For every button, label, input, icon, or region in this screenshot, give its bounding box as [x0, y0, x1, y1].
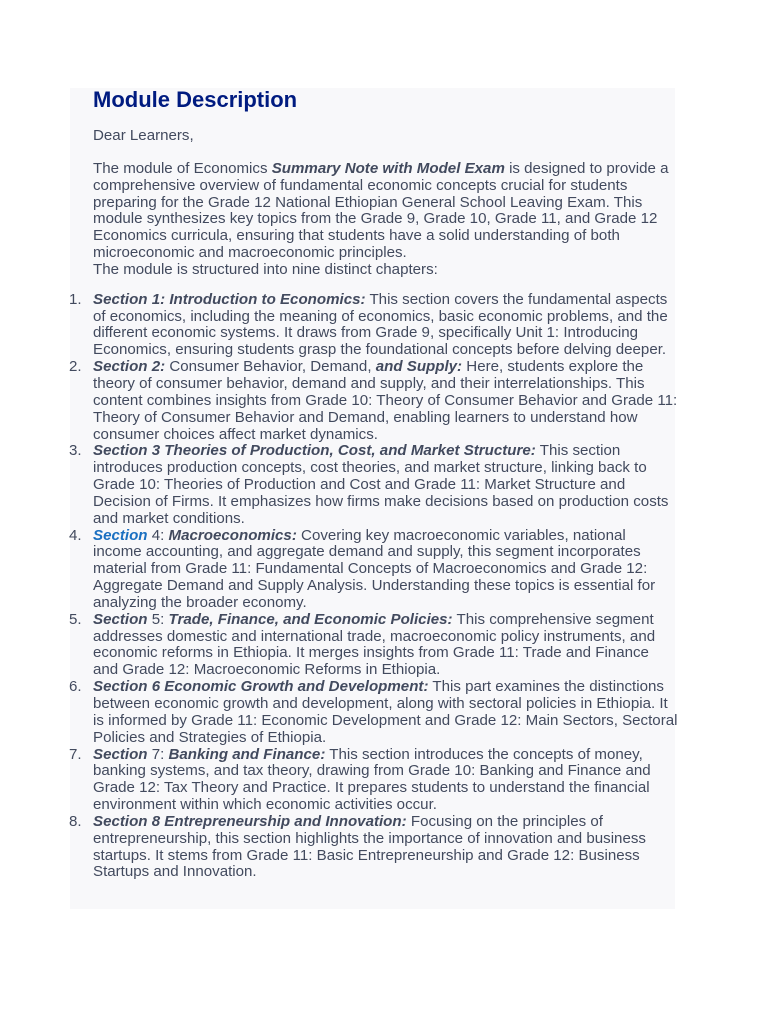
intro-paragraph [93, 161, 678, 262]
list-number: 6. [69, 678, 82, 696]
section-text: This part examines the distinctions between economic growth and development, along with sectoral policies in Ethiopia. It is informed by Grade 11: Economic Development and Grade 12: Main Sectors, Sectoral Policies and Strategies of Ethiopia. [93, 678, 678, 746]
section-heading-plain: 5: [147, 610, 169, 628]
page-title: Module Description [93, 87, 298, 112]
list-number: 1. [69, 290, 82, 308]
section-heading: Section [93, 610, 148, 628]
list-item [69, 526, 678, 612]
section-text: This section introduces production concepts, cost theories, and market structure, linking back to Grade 10: Theories of Production and Cost and Grade 11: Market Structure and Decision of Firms. It emphasizes how firms make decisions based on production costs and market conditions. [93, 442, 669, 527]
list-item [69, 358, 678, 443]
intro-emphasis: Summary Note with Model Exam [271, 159, 505, 177]
list-item [69, 812, 678, 881]
section-heading: Section 8 Entrepreneurship and Innovation: [93, 812, 407, 830]
section-heading-tail: Banking and Finance: [168, 745, 326, 763]
list-number: 4. [69, 526, 82, 544]
section-heading-plain: Consumer Behavior, Demand, [165, 358, 376, 376]
list-item [69, 745, 678, 814]
section-text: This comprehensive segment addresses domestic and international trade, macroeconomic policy instruments, and economic reforms in Ethiopia. It merges insights from Grade 11: Trade and Finance and Grade 12: Macroeconomic Reforms in Ethiopia. [93, 610, 656, 679]
section-list [69, 290, 678, 882]
list-number: 3. [69, 442, 82, 460]
section-link[interactable]: Section [93, 526, 148, 544]
list-item [69, 678, 678, 746]
list-item [69, 610, 678, 679]
section-heading-plain: 7: [147, 745, 169, 763]
section-heading-plain: 4: [147, 526, 169, 544]
section-heading: Section 1: Introduction to Economics: [93, 290, 366, 308]
section-text: Covering key macroeconomic variables, national income accounting, and aggregate demand and supply, this segment incorporates material from Grade 11: Fundamental Concepts of Macroeconomics and Grade 12: Aggregate Demand and Supply Analysis. Understanding these topics is essential for analyzing the broader economy. [93, 526, 656, 611]
section-text: Focusing on the principles of entrepreneurship, this section highlights the importance of innovation and business startups. It stems from Grade 11: Basic Entrepreneurship and Grade 12: Business Startups and Innovation. [93, 812, 646, 881]
list-number: 5. [69, 610, 82, 628]
list-item [69, 442, 678, 527]
section-heading-tail: and Supply: [375, 358, 463, 376]
list-number: 8. [69, 812, 82, 830]
list-number: 7. [69, 745, 82, 763]
section-text: Here, students explore the theory of consumer behavior, demand and supply, and their interrelationships. This content combines insights from Grade 10: Theory of Consumer Behavior and Grade 11: Theory of Consumer Behavior and Demand, enabling learners to understand how consumer choices affect market dynamics. [93, 358, 678, 443]
section-heading: Section 6 Economic Growth and Development: [93, 678, 429, 696]
section-heading: Section [93, 745, 148, 763]
intro-body: is designed to provide a comprehensive overview of fundamental economic concepts crucial for students preparing for the Grade 12 National Ethiopian General School Leaving Exam. This module synthesizes key topics from the Grade 9, Grade 10, Grade 11, and Grade 12 Economics curricula, ensuring that students have a solid understanding of both microeconomic and macroeconomic principles. [93, 159, 669, 262]
section-heading: Section 3 Theories of Production, Cost, and Market Structure: [93, 442, 536, 460]
section-heading-tail: Macroeconomics: [168, 526, 297, 544]
intro-prefix: The module of Economics [93, 159, 272, 177]
list-item [69, 290, 678, 359]
section-heading: Section 2: [93, 358, 166, 376]
module-description [69, 86, 678, 881]
section-text: This section covers the fundamental aspects of economics, including the meaning of economics, basic economic problems, and the different economic systems. It draws from Grade 9, specifically Unit 1: Introducing Economics, ensuring students grasp the foundational concepts before delving deeper. [93, 290, 668, 359]
structure-line: The module is structured into nine distinct chapters: [93, 260, 438, 278]
greeting: Dear Learners, [93, 127, 194, 144]
list-number: 2. [69, 358, 82, 376]
section-text: This section introduces the concepts of money, banking systems, and tax theory, drawing from Grade 10: Banking and Finance and Grade 12: Tax Theory and Practice. It prepares students to understand the financial environment within which economic activities occur. [93, 745, 651, 814]
section-heading-tail: Trade, Finance, and Economic Policies: [168, 610, 453, 628]
